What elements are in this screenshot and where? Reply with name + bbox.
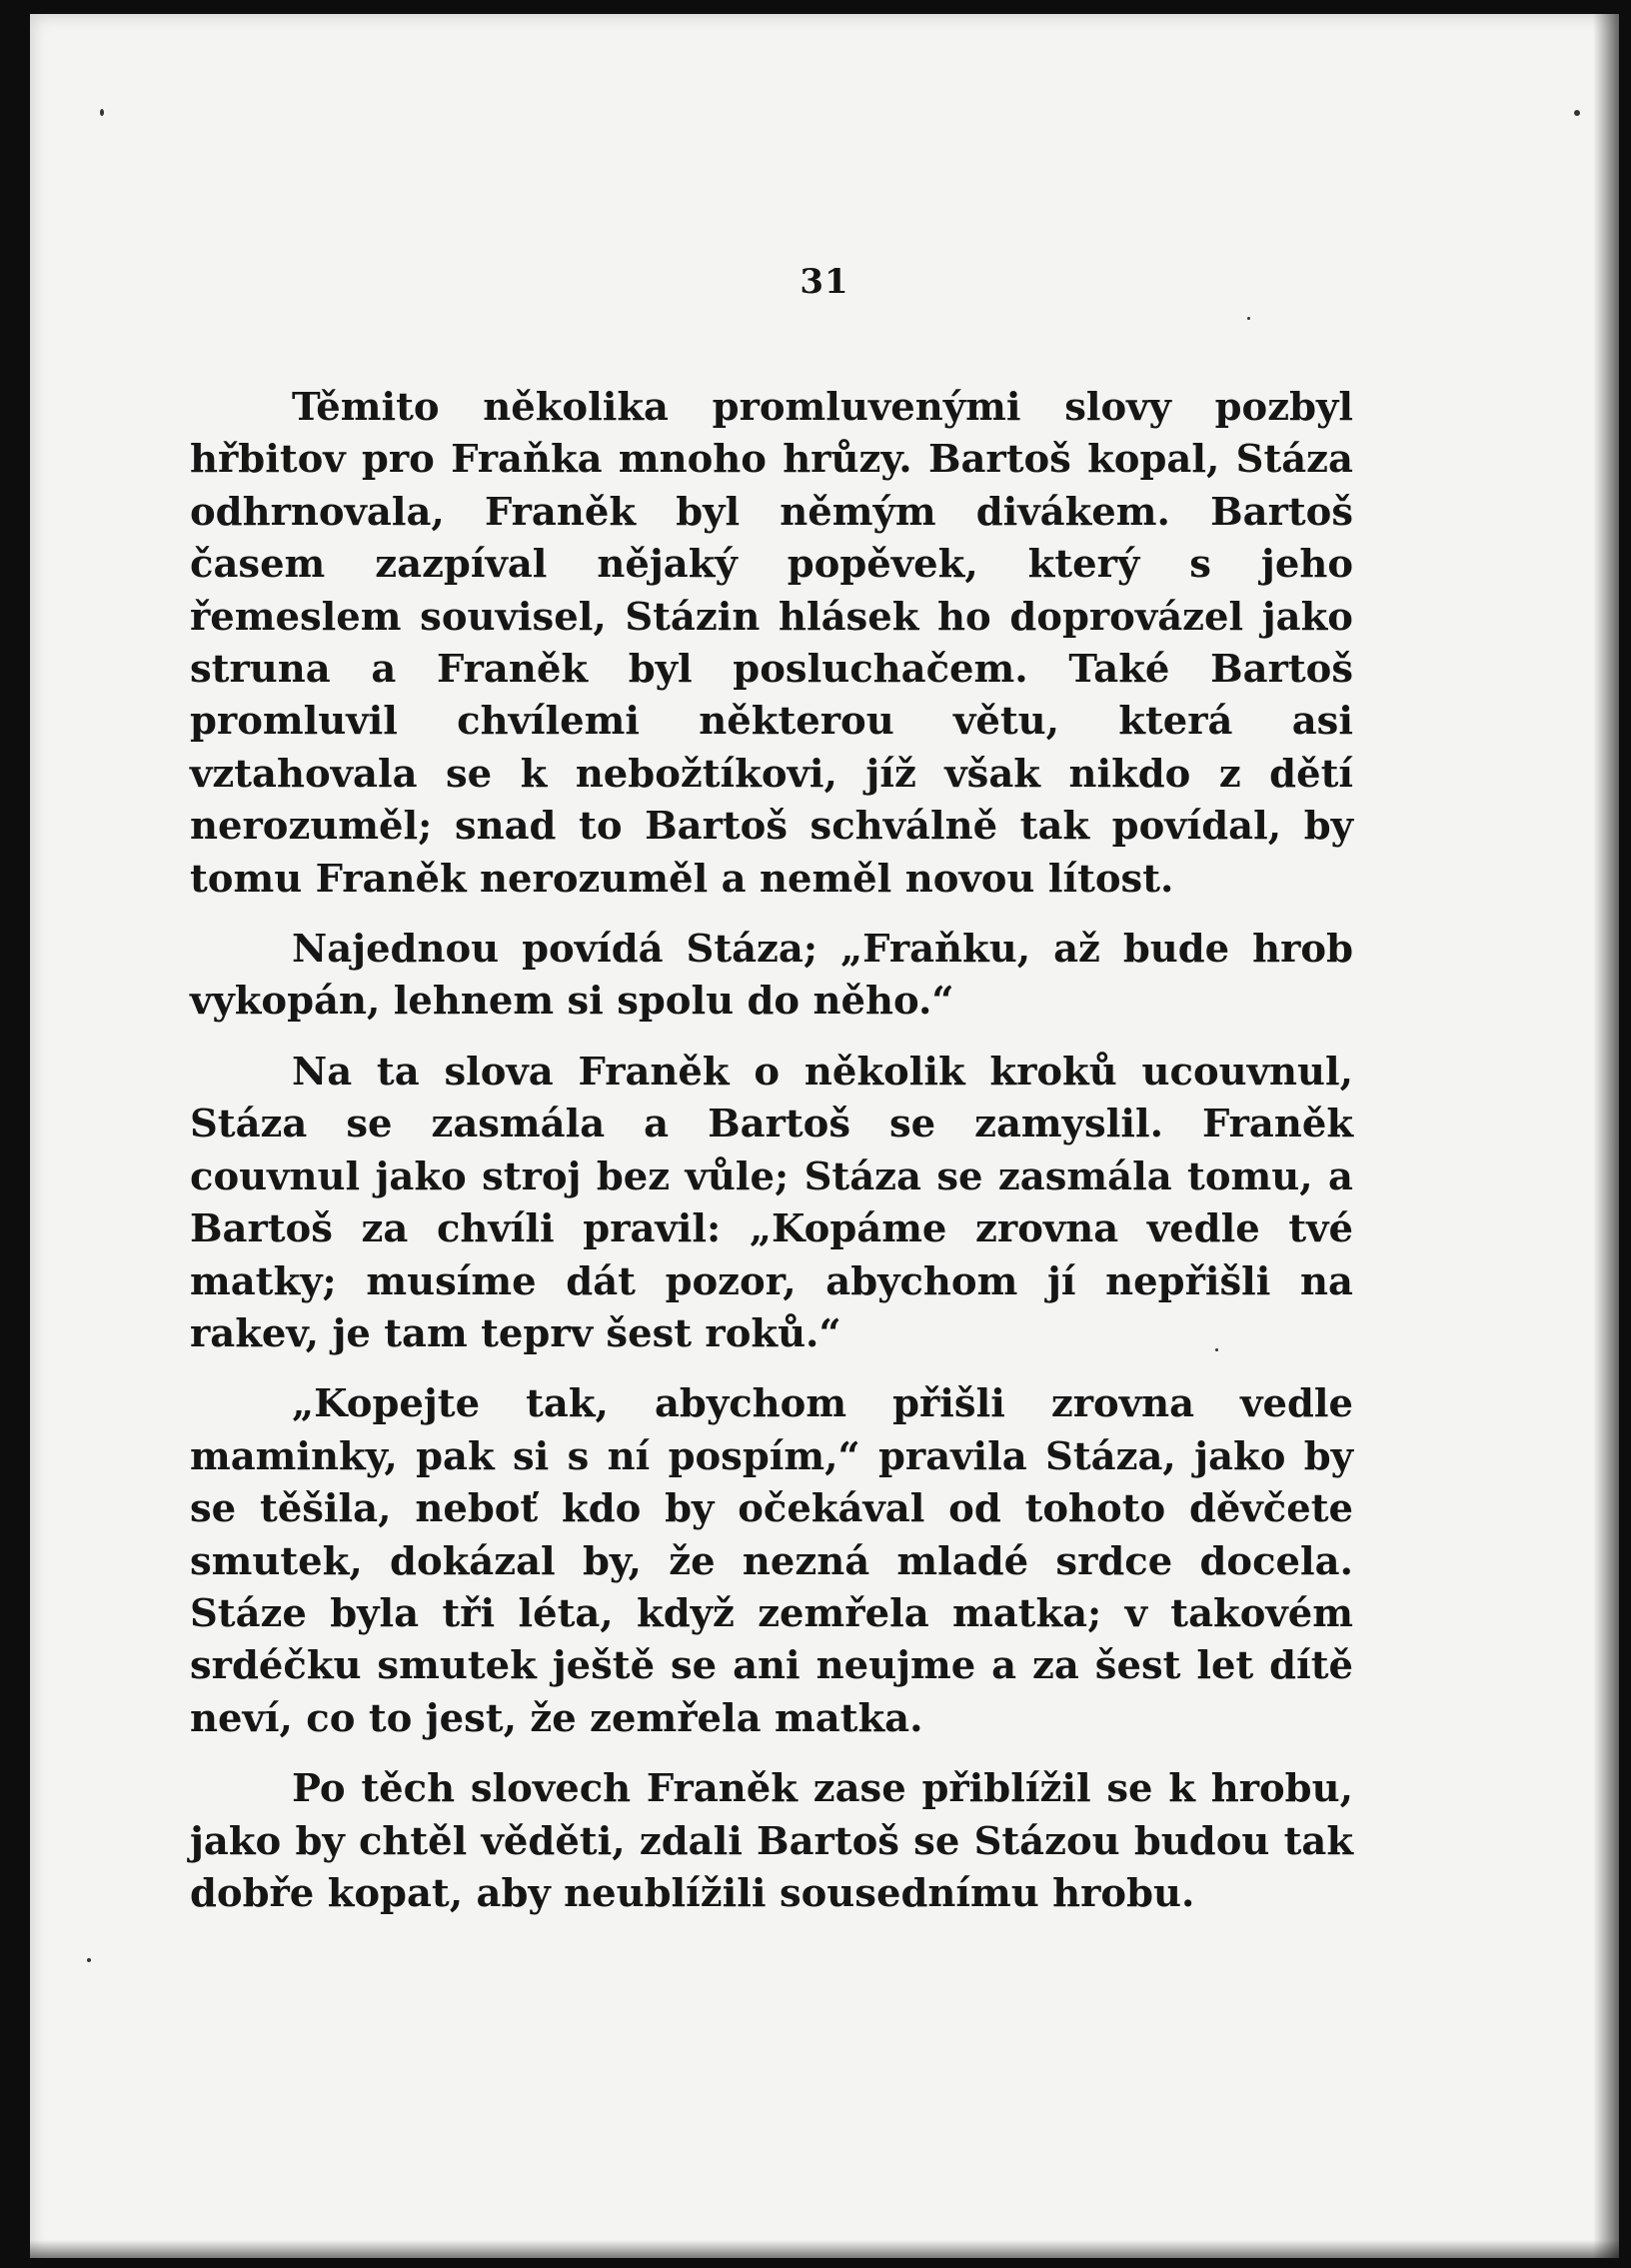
paper-speck: [1574, 110, 1580, 116]
paragraph: Těmito několika promluvenými slovy pozbyl hřbitov pro Fraňka mnoho hrůzy. Bartoš kopal, Stáza odhrnovala, Franěk byl němým divákem. Bartoš časem zazpíval nějaký popěvek, který s jeho řemeslem souvisel, Stázin hlásek ho doprovázel jako struna a Franěk byl posluchačem. Také Bartoš promluvil chvílemi některou větu, která asi vztahovala se k nebožtíkovi, jíž však nikdo z dětí nerozuměl; snad to Bartoš schválně tak povídal, by tomu Franěk nerozuměl a neměl novou lítost.: [190, 385, 1353, 902]
paper-speck: [87, 1958, 91, 1962]
body-text: [190, 382, 1353, 1938]
paragraph: Na ta slova Franěk o několik kroků ucouvnul, Stáza se zasmála a Bartoš se zamyslil. Franěk couvnul jako stroj bez vůle; Stáza se zasmála tomu, a Bartoš za chvíli pravil: „Kopáme zrovna vedle tvé matky; musíme dát pozor, abychom jí nepřišli na rakev, je tam teprv šest roků.“: [190, 1049, 1353, 1356]
page-bottom-shadow: [30, 2240, 1619, 2258]
page-edge-shadow: [1593, 14, 1619, 2258]
book-page: [30, 14, 1619, 2258]
paper-speck: [100, 109, 104, 116]
paragraph: „Kopejte tak, abychom přišli zrovna vedle maminky, pak si s ní pospím,“ pravila Stáza, jako by se těšila, neboť kdo by očekával od tohoto děvčete smutek, dokázal by, že nezná mladé srdce docela. Stáze byla tři léta, když zemřela matka; v takovém srdéčku smutek ještě se ani neujme a za šest let dítě neví, co to jest, že zemřela matka.: [190, 1381, 1353, 1741]
page-number: 31: [800, 262, 849, 302]
paragraph: Najednou povídá Stáza; „Fraňku, až bude hrob vykopán, lehnem si spolu do něho.“: [190, 927, 1353, 1025]
paragraph: Po těch slovech Franěk zase přiblížil se k hrobu, jako by chtěl věděti, zdali Bartoš se Stázou budou tak dobře kopat, aby neublížili sousednímu hrobu.: [190, 1766, 1353, 1916]
paper-speck: [1247, 317, 1250, 320]
